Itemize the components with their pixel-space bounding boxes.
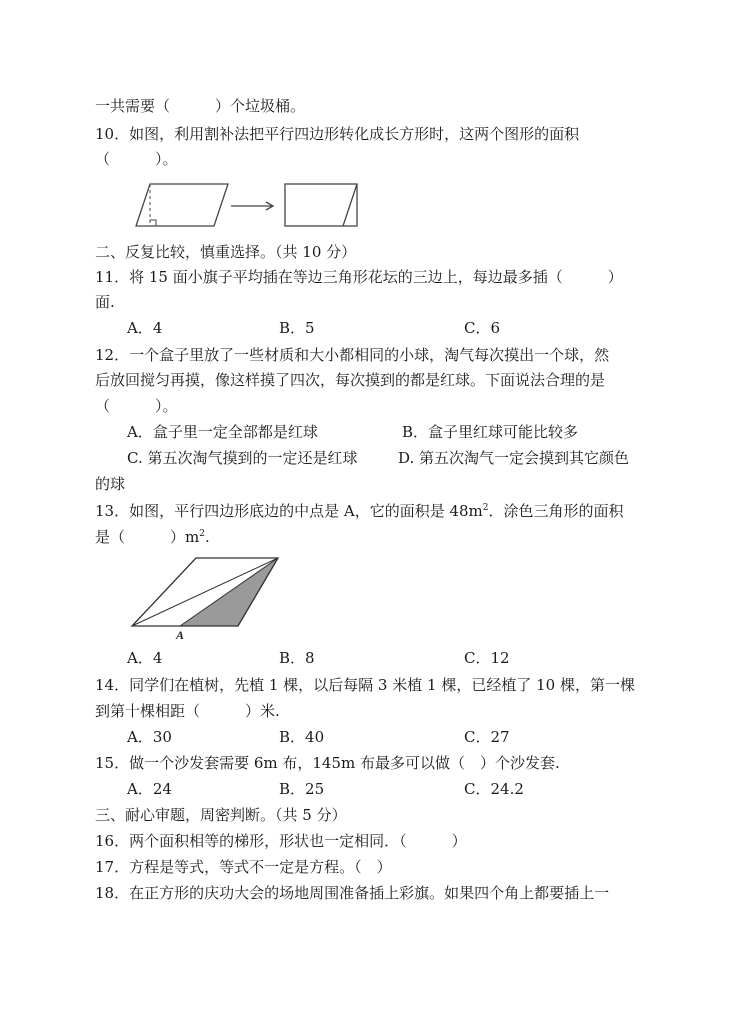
q14-option-c: C．27: [464, 728, 510, 746]
q14-line2: 到第十棵相距（ ）米.: [95, 702, 280, 720]
q13-figure: [124, 552, 284, 642]
q11-option-b: B．5: [279, 319, 315, 337]
section-3-heading: 三、耐心审题，周密判断。（共 5 分）: [95, 806, 347, 824]
q10-rectangle: [285, 184, 357, 226]
q13-line2: 是（ ）$m^2$.: [95, 528, 210, 546]
q13-label-a: A: [176, 628, 185, 642]
q12-option-c: C. 第五次淘气摸到的一定还是红球: [127, 449, 358, 467]
q17: 17．方程是等式，等式不一定是方程。（ ）: [95, 858, 392, 876]
q12-option-a: A．盒子里一定全部都是红球: [127, 423, 318, 441]
q11-option-a: A．4: [127, 319, 163, 337]
q15-option-c: C．24.2: [464, 780, 524, 798]
q16: 16．两个面积相等的梯形，形状也一定相同．（ ）: [95, 832, 467, 850]
q15-option-a: A．24: [127, 780, 172, 798]
q10-line2: （ ）。: [95, 150, 178, 168]
q11-line2: 面.: [95, 293, 115, 311]
q18-line1: 18．在正方形的庆功大会的场地周围准备插上彩旗。如果四个角上都要插上一: [95, 884, 610, 902]
q13-option-b: B．8: [279, 649, 315, 667]
q12-option-b: B．盒子里红球可能比较多: [402, 423, 579, 441]
q15-line1: 15．做一个沙发套需要 6m 布，145m 布最多可以做（ ）个沙发套.: [95, 754, 560, 772]
q14-option-a: A．30: [127, 728, 172, 746]
q11-option-c: C．6: [464, 319, 501, 337]
q12-option-d: D. 第五次淘气一定会摸到其它颜色: [398, 449, 630, 467]
q10-right-angle: [150, 220, 156, 226]
q14-line1: 14．同学们在植树，先植 1 棵，以后每隔 3 米植 1 棵，已经植了 10 棵，第一棵: [95, 676, 635, 694]
section-2-heading: 二、反复比较，慎重选择。（共 10 分）: [95, 243, 357, 261]
q15-option-b: B．25: [279, 780, 325, 798]
q12-option-d-cont: 的球: [95, 475, 126, 493]
q12-line3: （ ）。: [95, 397, 178, 415]
q13-line1: 13．如图，平行四边形底边的中点是 A，它的面积是 $48m^2$．涂色三角形的面积: [95, 502, 624, 520]
q10-line1: 10．如图，利用割补法把平行四边形转化成长方形时，这两个图形的面积: [95, 125, 580, 143]
q11-line1: 11．将 15 面小旗子平均插在等边三角形花坛的三边上，每边最多插（ ）: [95, 268, 623, 286]
q9-tail: 一共需要（ ）个垃圾桶。: [95, 97, 306, 115]
q14-option-b: B．40: [279, 728, 325, 746]
q10-cut-line: [343, 184, 357, 226]
q12-line2: 后放回搅匀再摸，像这样摸了四次，每次摸到的都是红球。下面说法合理的是: [95, 371, 606, 389]
q13-shaded-triangle: [180, 558, 278, 626]
q13-option-c: C．12: [464, 649, 510, 667]
q13-option-a: A．4: [127, 649, 163, 667]
q10-figure: [128, 178, 368, 234]
q12-line1: 12．一个盒子里放了一些材质和大小都相同的小球，淘气每次摸出一个球，然: [95, 346, 610, 364]
